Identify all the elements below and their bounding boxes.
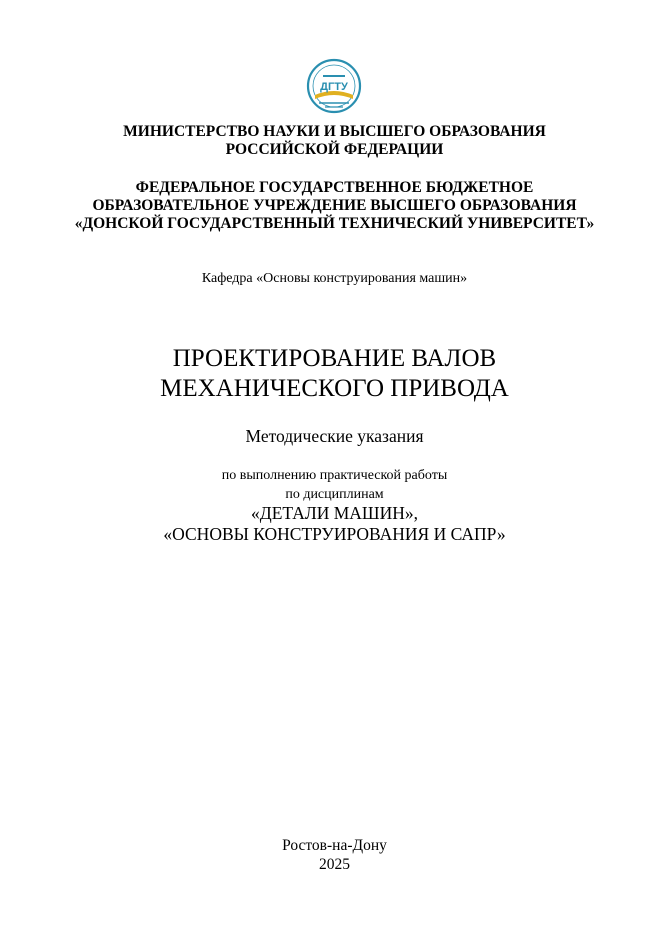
university-logo-icon bbox=[305, 57, 363, 119]
purpose-line-2: по дисциплинам bbox=[285, 487, 384, 502]
purpose-line-4: «ОСНОВЫ КОНСТРУИРОВАНИЯ И САПР» bbox=[163, 524, 506, 544]
institution-line-2: ОБРАЗОВАТЕЛЬНОЕ УЧРЕЖДЕНИЕ ВЫСШЕГО ОБРАЗОВАНИЯ bbox=[92, 197, 577, 214]
ministry-line-1: МИНИСТЕРСТВО НАУКИ И ВЫСШЕГО ОБРАЗОВАНИЯ bbox=[123, 123, 546, 140]
department: Кафедра «Основы конструирования машин» bbox=[201, 271, 468, 286]
footer-city: Ростов-на-Дону bbox=[282, 837, 387, 854]
subtitle: Методические указания bbox=[245, 426, 424, 446]
purpose-line-1: по выполнению практической работы bbox=[221, 468, 448, 483]
ministry-line-2: РОССИЙСКОЙ ФЕДЕРАЦИИ bbox=[225, 141, 444, 158]
footer-year: 2025 bbox=[319, 856, 350, 873]
institution-line-3: «ДОНСКОЙ ГОСУДАРСТВЕННЫЙ ТЕХНИЧЕСКИЙ УНИВЕРСИТЕТ» bbox=[74, 215, 595, 232]
title-line-2: МЕХАНИЧЕСКОГО ПРИВОДА bbox=[160, 375, 509, 402]
title-line-1: ПРОЕКТИРОВАНИЕ ВАЛОВ bbox=[172, 345, 497, 372]
institution-line-1: ФЕДЕРАЛЬНОЕ ГОСУДАРСТВЕННОЕ БЮДЖЕТНОЕ bbox=[135, 179, 534, 196]
purpose-line-3: «ДЕТАЛИ МАШИН», bbox=[251, 503, 418, 523]
svg-text:ДГТУ: ДГТУ bbox=[320, 81, 348, 93]
